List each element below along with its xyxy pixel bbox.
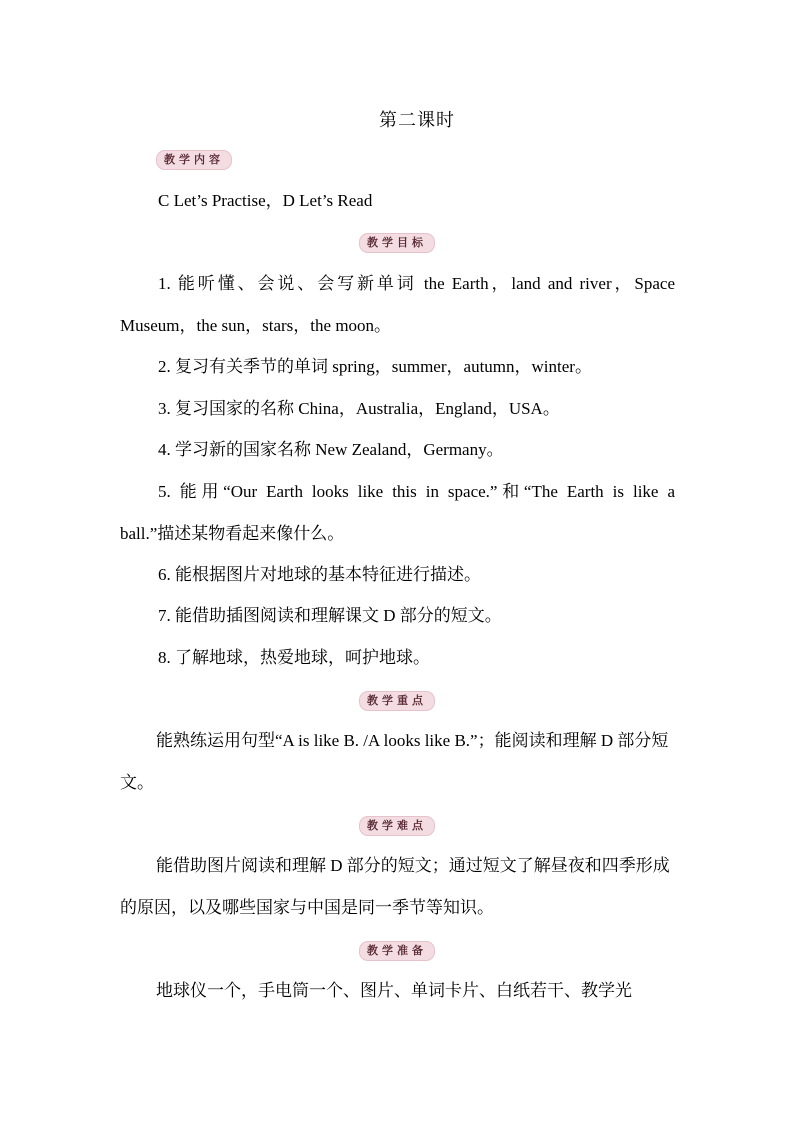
key-points-text: 能熟练运用句型“A is like B. /A looks like B.”；能阅读和理解 D 部分短文。 — [120, 731, 669, 792]
section-badge-key-points: 教学重点 — [359, 691, 435, 711]
objective-3: 3. 复习国家的名称 China，Australia，England，USA。 — [158, 399, 560, 418]
lesson-title: 第二课时 — [379, 110, 455, 130]
objective-5-line1: 5. 能用“Our Earth looks like this in space.”和“The Earth is like a — [158, 482, 675, 501]
section-badge-preparation: 教学准备 — [359, 941, 435, 961]
section-badge-difficulties: 教学难点 — [359, 816, 435, 836]
objective-2: 2. 复习有关季节的单词 spring，summer，autumn，winter。 — [158, 357, 592, 376]
objective-4: 4. 学习新的国家名称 New Zealand，Germany。 — [158, 440, 504, 459]
objective-1-line1: 1. 能听懂、会说、会写新单词 the Earth，land and river，Space — [158, 274, 675, 293]
section-badge-objectives: 教学目标 — [359, 233, 435, 253]
objective-7: 7. 能借助插图阅读和理解课文 D 部分的短文。 — [158, 606, 502, 625]
objective-1-line2: Museum，the sun，stars，the moon。 — [120, 316, 392, 335]
content-text: C Let’s Practise，D Let’s Read — [158, 191, 373, 210]
objective-6: 6. 能根据图片对地球的基本特征进行描述。 — [158, 565, 481, 584]
objective-8: 8. 了解地球，热爱地球，呵护地球。 — [158, 648, 430, 667]
difficulties-text: 能借助图片阅读和理解 D 部分的短文；通过短文了解昼夜和四季形成的原因，以及哪些国家与中国是同一季节等知识。 — [120, 856, 670, 917]
section-badge-content: 教学内容 — [156, 150, 232, 170]
objective-5-line2: ball.”描述某物看起来像什么。 — [120, 524, 345, 543]
preparation-text: 地球仪一个，手电筒一个、图片、单词卡片、白纸若干、教学光 — [156, 981, 632, 1000]
